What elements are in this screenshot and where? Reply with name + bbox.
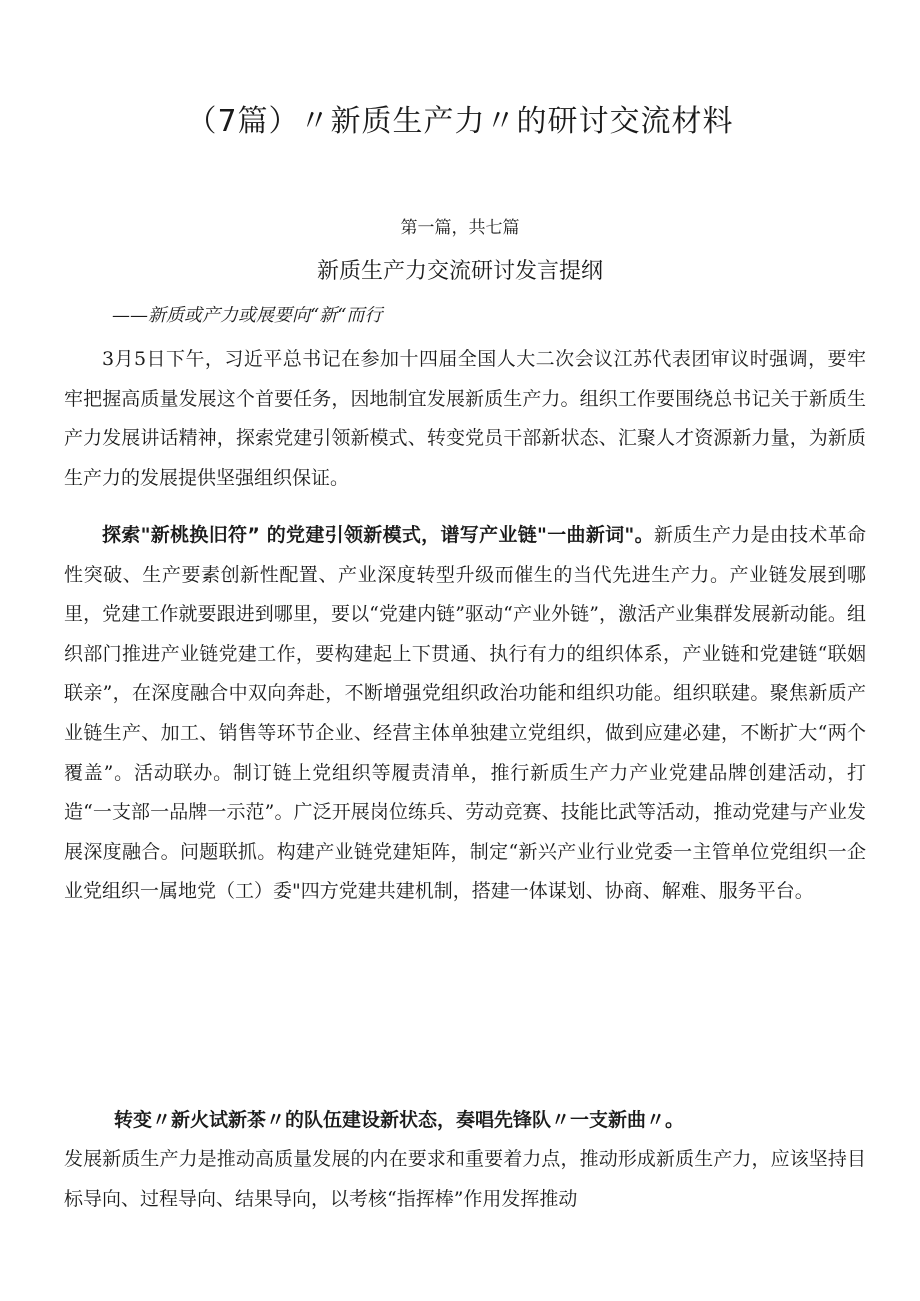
section-heading-2: 转变〃新火试新茶〃的队伍建设新状态，奏唱先锋队〃一支新曲〃。 (114, 1109, 685, 1131)
paragraph-1: 3月5日下午，习近平总书记在参加十四届全国人大二次会议江苏代表团审议时强调，要牢牢把握高质量发展这个首要任务，因地制宜发展新质生产力。组织工作要围绕总书记关于新质生产力发展讲话精神，探索党建引领新模式、转变党员干部新状态、汇聚人才资源新力量，为新质生产力的发展提供坚强组织保证。 (64, 348, 866, 489)
document-title: （7篇）〃新质生产力〃的研讨交流材料 (186, 104, 734, 139)
paragraph-2-lead: 探索"新桃换旧符” 的党建引领新模式，谱写产业链"一曲新词"。 (102, 524, 654, 546)
paragraph-2 (64, 516, 866, 912)
paragraph-3: 发展新质生产力是推动高质量发展的内在要求和重要着力点，推动形成新质生产力，应该坚持目标导向、过程导向、结果导向，以考核“指挥棒”作用发挥推动 (64, 1148, 866, 1210)
subtitle: ——新质或产力或展要向“新“而行 (112, 305, 383, 326)
section-label: 第一篇，共七篇 (400, 218, 520, 238)
section-title: 新质生产力交流研讨发言提纲 (316, 259, 603, 284)
paragraph-2-body: 新质生产力是由技术革命性突破、生产要素创新性配置、产业深度转型升级而催生的当代先进生产力。产业链发展到哪里，党建工作就要跟进到哪里，要以“党建内链”驱动“产业外链”，激活产业集群发展新动能。组织部门推进产业链党建工作，要构建起上下贯通、执行有力的组织体系，产业链和党建链“联姻联亲”，在深度融合中双向奔赴，不断增强党组织政治功能和组织功能。组织联建。聚焦新质产业链生产、加工、销售等环节企业、经营主体单独建立党组织，做到应建必建，不断扩大“两个覆盖”。活动联办。制订链上党组织等履责清单，推行新质生产力产业党建品牌创建活动，打造“一支部一品牌一示范”。广泛开展岗位练兵、劳动竞赛、技能比武等活动，推动党建与产业发展深度融合。问题联抓。构建产业链党建矩阵，制定“新兴产业行业党委一主管单位党组织一企业党组织一属地党（工）委"四方党建共建机制，搭建一体谋划、协商、解难、服务平台。 (64, 524, 866, 903)
